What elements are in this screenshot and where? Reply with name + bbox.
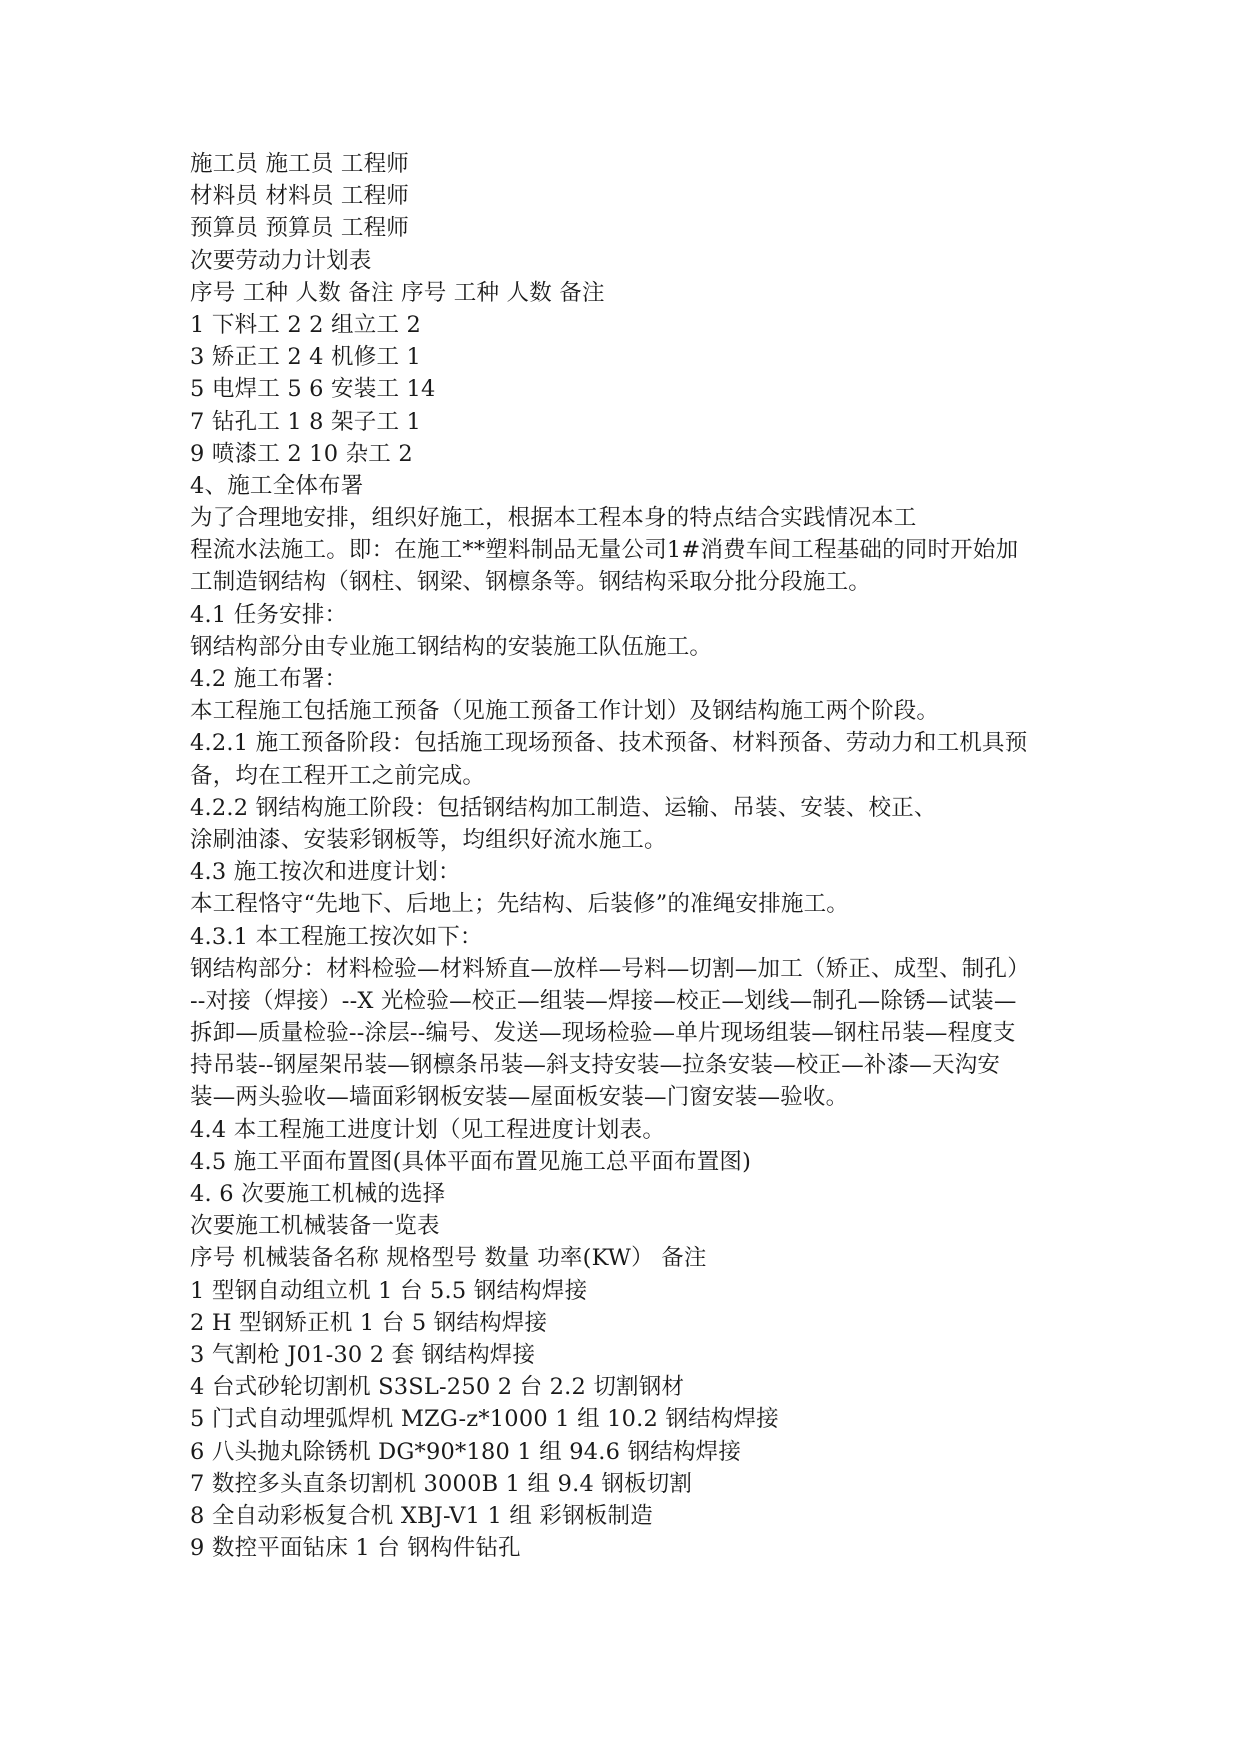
table-header: 序号 机械装备名称 规格型号 数量 功率(KW） 备注 [190, 1245, 707, 1272]
table-header: 序号 工种 人数 备注 序号 工种 人数 备注 [190, 279, 605, 306]
section-heading: 4.3 施工按次和进度计划： [190, 859, 461, 886]
section-heading: 4.5 施工平面布置图(具体平面布置见施工总平面布置图) [190, 1148, 752, 1175]
section-heading: 次要施工机械装备一览表 [190, 1213, 440, 1240]
text-line: 施工员 施工员 工程师 [190, 151, 410, 177]
table-row: 5 门式自动埋弧焊机 MZG-z*1000 1 组 10.2 钢结构焊接 [190, 1406, 779, 1433]
paragraph-line: 本工程施工包括施工预备（见施工预备工作计划）及钢结构施工两个阶段。 [190, 698, 940, 725]
text-line: 材料员 材料员 工程师 [190, 183, 410, 210]
paragraph-line: 为了合理地安排，组织好施工，根据本工程本身的特点结合实践情况本工 [190, 505, 917, 532]
section-heading: 4. 6 次要施工机械的选择 [190, 1181, 446, 1207]
table-row: 3 气割枪 J01-30 2 套 钢结构焊接 [190, 1341, 536, 1368]
table-row: 2 H 型钢矫正机 1 台 5 钢结构焊接 [190, 1309, 548, 1336]
text-line: 预算员 预算员 工程师 [190, 215, 410, 242]
section-heading: 4.2 施工布署： [190, 666, 348, 692]
table-row: 9 数控平面钻床 1 台 钢构件钻孔 [190, 1535, 521, 1562]
paragraph-line: --对接（焊接）--X 光检验—校正—组装—焊接—校正—划线—制孔—除锈—试装— [190, 987, 1017, 1014]
table-row: 7 钻孔工 1 8 架子工 1 [190, 408, 422, 435]
section-heading: 次要劳动力计划表 [190, 247, 372, 274]
table-row: 1 下料工 2 2 组立工 2 [190, 311, 422, 338]
section-heading: 4、施工全体布署 [190, 472, 364, 499]
table-row: 9 喷漆工 2 10 杂工 2 [190, 440, 413, 467]
table-row: 8 全自动彩板复合机 XBJ-V1 1 组 彩钢板制造 [190, 1502, 653, 1529]
section-heading: 4.3.1 本工程施工按次如下： [190, 923, 483, 950]
section-heading: 4.4 本工程施工进度计划（见工程进度计划表。 [190, 1116, 666, 1143]
paragraph-line: 钢结构部分由专业施工钢结构的安装施工队伍施工。 [190, 633, 713, 660]
paragraph-line: 本工程恪守“先地下、后地上；先结构、后装修”的准绳安排施工。 [190, 891, 850, 918]
document-body [190, 148, 1090, 1564]
table-row: 1 型钢自动组立机 1 台 5.5 钢结构焊接 [190, 1277, 588, 1304]
paragraph-line: 持吊装--钢屋架吊装—钢檩条吊装—斜支持安装—拉条安装—校正—补漆—天沟安 [190, 1052, 1001, 1079]
paragraph-line: 备，均在工程开工之前完成。 [190, 762, 486, 789]
paragraph-line: 工制造钢结构（钢柱、钢梁、钢檩条等。钢结构采取分批分段施工。 [190, 569, 872, 596]
section-heading: 4.1 任务安排： [190, 601, 348, 628]
paragraph-line: 4.2.2 钢结构施工阶段：包括钢结构加工制造、运输、吊装、安装、校正、 [190, 794, 937, 821]
paragraph-line: 钢结构部分：材料检验—材料矫直—放样—号料—切割—加工（矫正、成型、制孔） [190, 955, 1030, 982]
paragraph-line: 涂刷油漆、安装彩钢板等，均组织好流水施工。 [190, 826, 667, 853]
paragraph-line: 程流水法施工。即：在施工**塑料制品无量公司1#消费车间工程基础的同时开始加 [190, 537, 1019, 564]
table-row: 3 矫正工 2 4 机修工 1 [190, 344, 422, 371]
paragraph-line: 4.2.1 施工预备阶段：包括施工现场预备、技术预备、材料预备、劳动力和工机具预 [190, 730, 1028, 757]
paragraph-line: 拆卸—质量检验--涂层--编号、发送—现场检验—单片现场组装—钢柱吊装—程度支 [190, 1020, 1016, 1047]
table-row: 7 数控多头直条切割机 3000B 1 组 9.4 钢板切割 [190, 1470, 693, 1497]
paragraph-line: 装—两头验收—墙面彩钢板安装—屋面板安装—门窗安装—验收。 [190, 1084, 849, 1111]
table-row: 4 台式砂轮切割机 S3SL-250 2 台 2.2 切割钢材 [190, 1374, 685, 1401]
table-row: 6 八头抛丸除锈机 DG*90*180 1 组 94.6 钢结构焊接 [190, 1438, 742, 1465]
table-row: 5 电焊工 5 6 安装工 14 [190, 376, 436, 403]
